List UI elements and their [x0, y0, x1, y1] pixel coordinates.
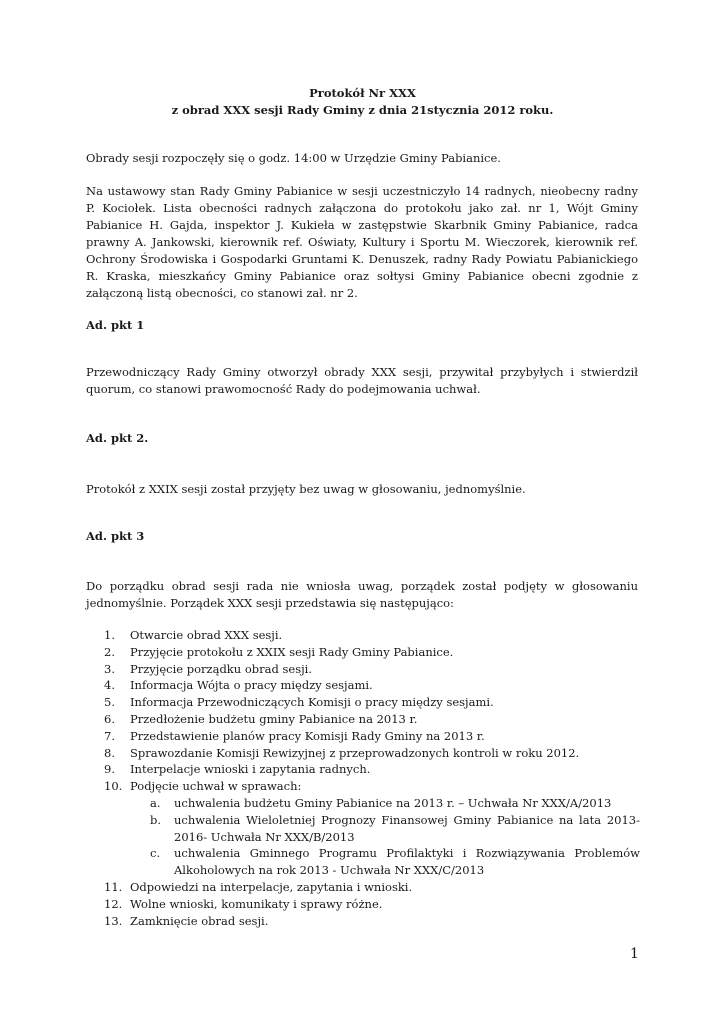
list-item: 2. Przyjęcie protokołu z XXIX sesji Rady Gminy Pabianice.: [104, 644, 454, 659]
sub-list-item: c. uchwalenia Gminnego Programu Profilaktyki i Rozwiązywania Problemów Alkoholowych na rok 2013 - Uchwała Nr XXX/C/2013: [150, 846, 640, 878]
sub-list-item: a. uchwalenia budżetu Gminy Pabianice na 2013 r. – Uchwała Nr XXX/A/2013: [150, 795, 612, 810]
list-item: 12. Wolne wnioski, komunikaty i sprawy różne.: [104, 896, 383, 911]
list-item: 6. Przedłożenie budżetu gminy Pabianice na 2013 r.: [104, 711, 418, 726]
list-item: 7. Przedstawienie planów pracy Komisji Rady Gminy na 2013 r.: [104, 728, 485, 743]
list-item: 9. Interpelacje wnioski i zapytania radnych.: [104, 762, 371, 777]
attendance-paragraph: Na ustawowy stan Rady Gminy Pabianice w sesji uczestniczyło 14 radnych, nieobecny radny P. Kociołek. Lista obecności radnych załączona do protokołu jako zał. nr 1, Wójt Gminy Pabianice H. Gajda, inspektor J. Kukieła w zastępstwie Skarbnik Gminy Pabianice, radca prawny A. Jankowski, kierownik ref. Oświaty, Kultury i Sportu M. Wieczorek, kierownik ref. Ochrony Środowiska i Gospodarki Gruntami K. Denuszek, radny Rady Powiatu Pabianickiego R. Kraska, mieszkańcy Gminy Pabianice oraz sołtysi Gminy Pabianice obecni zgodnie z załączoną listą obecności, co stanowi zał. nr 2.: [86, 184, 638, 300]
section-heading-pkt1: Ad. pkt 1: [86, 318, 145, 332]
document-subtitle: z obrad XXX sesji Rady Gminy z dnia 21stycznia 2012 roku.: [171, 103, 554, 117]
pkt3-paragraph: Do porządku obrad sesji rada nie wniosła uwag, porządek został podjęty w głosowaniu jednomyślnie. Porządek XXX sesji przedstawia się następująco:: [86, 579, 638, 610]
section-heading-pkt2: Ad. pkt 2.: [86, 431, 149, 445]
list-item: 5. Informacja Przewodniczących Komisji o pracy między sesjami.: [104, 695, 494, 710]
list-item: 4. Informacja Wójta o pracy między sesjami.: [104, 678, 373, 693]
list-item: 3. Przyjęcie porządku obrad sesji.: [104, 661, 312, 676]
agenda-list: [104, 627, 640, 929]
intro-paragraph: Obrady sesji rozpoczęły się o godz. 14:00 w Urzędzie Gminy Pabianice.: [86, 151, 501, 165]
pkt1-paragraph: Przewodniczący Rady Gminy otworzył obrady XXX sesji, przywitał przybyłych i stwierdził quorum, co stanowi prawomocność Rady do podejmowania uchwał.: [86, 365, 638, 396]
pkt2-paragraph: Protokół z XXIX sesji został przyjęty bez uwag w głosowaniu, jednomyślnie.: [86, 482, 526, 496]
list-item: 10. Podjęcie uchwał w sprawach:: [104, 779, 302, 794]
list-item: 13. Zamknięcie obrad sesji.: [104, 913, 269, 928]
page-number: 1: [630, 946, 639, 962]
section-heading-pkt3: Ad. pkt 3: [86, 529, 145, 543]
list-item: 11. Odpowiedzi na interpelacje, zapytania i wnioski.: [104, 879, 413, 894]
list-item: 1. Otwarcie obrad XXX sesji.: [104, 628, 283, 642]
list-item: 8. Sprawozdanie Komisji Rewizyjnej z przeprowadzonych kontroli w roku 2012.: [104, 745, 580, 760]
document-title: Protokół Nr XXX: [309, 86, 416, 100]
sub-list-item: b. uchwalenia Wieloletniej Prognozy Finansowej Gminy Pabianice na lata 2013-2016- Uchwała Nr XXX/B/2013: [150, 812, 640, 844]
